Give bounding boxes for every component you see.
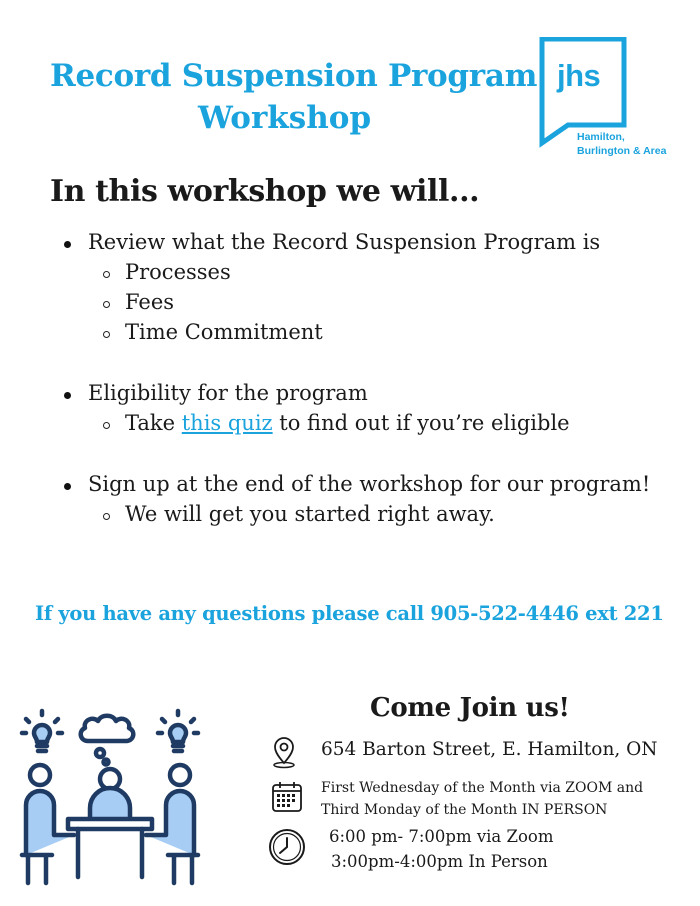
list-item: Review what the Record Suspension Program is — [88, 230, 601, 254]
list-item: Eligibility for the program — [88, 381, 368, 405]
join-heading: Come Join us! — [370, 693, 570, 723]
contact-callout: If you have any questions please call 905-522-4446 ext 221 — [35, 602, 664, 625]
sub-bullet — [103, 271, 110, 278]
location-pin-icon — [270, 737, 298, 769]
sub-bullet — [103, 331, 110, 338]
address: 654 Barton Street, E. Hamilton, ON — [321, 739, 658, 760]
bullet — [64, 241, 71, 248]
lightbulb-icon — [22, 711, 62, 751]
quiz-suffix: to find out if you’re eligible — [272, 411, 570, 435]
clock-icon — [267, 827, 307, 867]
sub-bullet — [103, 422, 110, 429]
logo-caption — [577, 130, 666, 158]
logo-mark: jhs — [557, 58, 601, 93]
time-zoom: 6:00 pm- 7:00pm via Zoom — [329, 827, 554, 846]
quiz-prefix: Take — [125, 411, 182, 435]
quiz-link[interactable]: this quiz — [181, 411, 273, 435]
schedule-line2: Third Monday of the Month IN PERSON — [321, 802, 608, 818]
section-heading: In this workshop we will... — [50, 174, 480, 209]
bullet — [64, 392, 71, 399]
time-in-person: 3:00pm-4:00pm In Person — [331, 852, 548, 871]
list-subitem: Processes — [125, 260, 231, 284]
calendar-icon — [270, 780, 304, 814]
logo-caption-line1: Hamilton, — [577, 131, 625, 143]
sub-bullet — [103, 513, 110, 520]
list-subitem-quiz — [125, 411, 570, 435]
list-subitem: Fees — [125, 290, 175, 314]
list-subitem: We will get you started right away. — [125, 502, 495, 526]
list-item: Sign up at the end of the workshop for our program! — [88, 472, 651, 496]
list-subitem: Time Commitment — [125, 320, 323, 344]
page-title-line1: Record Suspension Program — [50, 58, 538, 94]
lightbulb-icon — [158, 711, 198, 751]
schedule-line1: First Wednesday of the Month via ZOOM and — [321, 780, 644, 796]
bullet — [64, 483, 71, 490]
page-title-line2: Workshop — [198, 100, 372, 136]
meeting-people-illustration — [18, 705, 202, 890]
sub-bullet — [103, 301, 110, 308]
logo-caption-line2: Burlington & Area — [577, 145, 667, 157]
